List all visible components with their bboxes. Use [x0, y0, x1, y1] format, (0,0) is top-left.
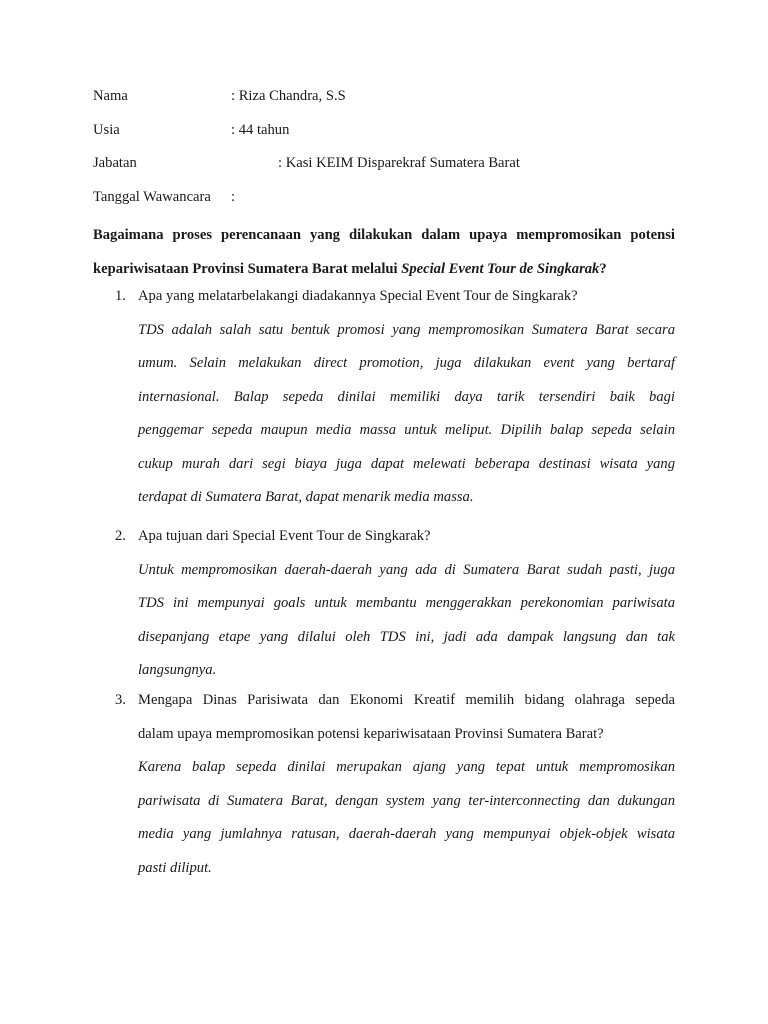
question-text [138, 280, 675, 314]
answer-line: Karena balap sepeda dinilai merupakan ajang yang tepat untuk mempromosikan [138, 759, 675, 775]
tanggal-wawancara-label: Tanggal Wawancara [93, 189, 211, 205]
question-text [138, 520, 675, 554]
answer-text [138, 751, 675, 885]
answer-line: cukup murah dari segi biaya juga dapat melewati beberapa destinasi wisata yang [138, 455, 675, 472]
jabatan-value: : Kasi KEIM Disparekraf Sumatera Barat [278, 155, 520, 171]
answer-line: internasional. Balap sepeda dinilai memiliki daya tarik tersendiri baik bagi [138, 388, 675, 405]
answer-line: terdapat di Sumatera Barat, dapat menarik media massa. [138, 489, 474, 505]
question-line: Apa tujuan dari Special Event Tour de Singkarak? [138, 528, 431, 544]
answer-line: umum. Selain melakukan direct promotion, juga dilakukan event yang bertaraf [138, 355, 675, 371]
answer-line: disepanjang etape yang dilalui oleh TDS ini, jadi ada dampak langsung dan tak [138, 628, 675, 645]
question-item-3 [93, 684, 675, 885]
answer-line: penggemar sepeda maupun media massa untuk meliput. Dipilih balap sepeda selain [138, 422, 675, 438]
question-item-1 [93, 280, 675, 515]
usia-value: : 44 tahun [231, 122, 290, 138]
jabatan-label: Jabatan [93, 155, 137, 171]
tanggal-wawancara-value: : [231, 189, 236, 205]
answer-line: TDS adalah salah satu bentuk promosi yang mempromosikan Sumatera Barat secara [138, 321, 675, 338]
answer-line: pasti diliput. [138, 859, 212, 876]
question-number: 3. [115, 692, 126, 708]
answer-line: langsungnya. [138, 662, 217, 678]
main-question-heading [93, 219, 675, 286]
question-line: dalam upaya mempromosikan potensi kepariwisataan Provinsi Sumatera Barat? [138, 725, 604, 742]
question-line: Apa yang melatarbelakangi diadakannya Special Event Tour de Singkarak? [138, 288, 578, 304]
answer-text [138, 554, 675, 688]
question-number: 2. [115, 528, 126, 544]
heading-line-1: Bagaimana proses perencanaan yang dilakukan dalam upaya mempromosikan potensi [93, 227, 675, 243]
question-line: Mengapa Dinas Parisiwata dan Ekonomi Kreatif memilih bidang olahraga sepeda [138, 692, 675, 708]
usia-label: Usia [93, 122, 120, 138]
heading-line-2-text: kepariwisataan Provinsi Sumatera Barat melalui [93, 260, 402, 277]
question-number: 1. [115, 288, 126, 304]
answer-line: Untuk mempromosikan daerah-daerah yang ada di Sumatera Barat sudah pasti, juga [138, 561, 675, 578]
answer-line: media yang jumlahnya ratusan, daerah-daerah yang mempunyai objek-objek wisata [138, 826, 675, 842]
heading-event-name: Special Event Tour de Singkarak [401, 260, 600, 277]
answer-line: pariwisata di Sumatera Barat, dengan system yang ter-interconnecting dan dukungan [138, 792, 675, 809]
nama-label: Nama [93, 88, 128, 104]
answer-line: TDS ini mempunyai goals untuk membantu menggerakkan perekonomian pariwisata [138, 595, 675, 611]
nama-value: : Riza Chandra, S.S [231, 88, 346, 104]
question-text [138, 684, 675, 751]
question-item-2 [93, 520, 675, 688]
answer-text [138, 314, 675, 515]
heading-question-mark: ? [599, 260, 607, 277]
